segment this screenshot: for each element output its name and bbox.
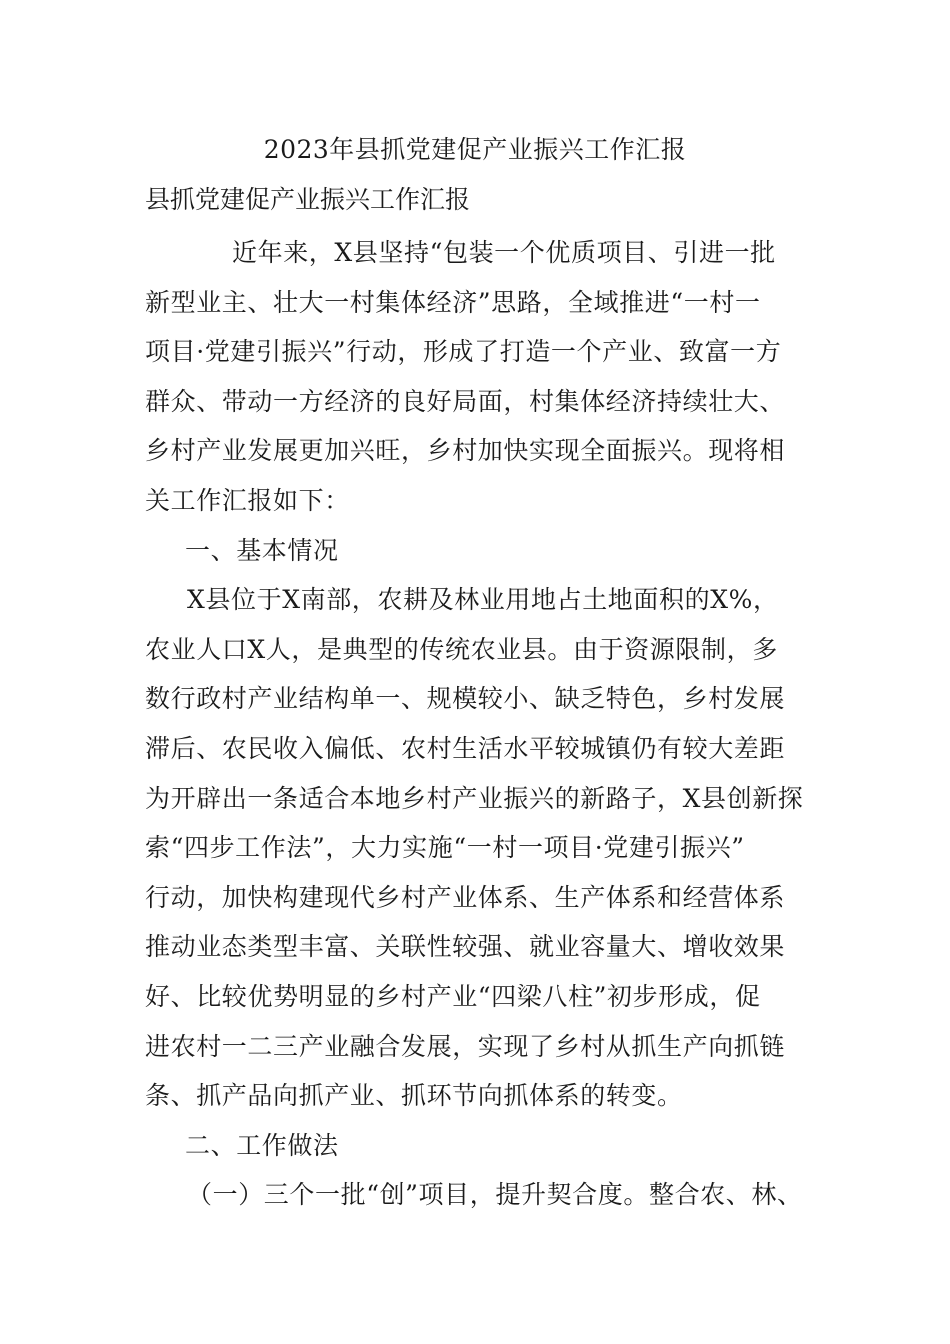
body-line: 近年来，X县坚持“包装一个优质项目、引进一批	[232, 238, 776, 267]
body-line: 推动业态类型丰富、关联性较强、就业容量大、增收效果	[145, 932, 786, 961]
body-line: 好、比较优势明显的乡村产业“四梁八柱”初步形成，促	[145, 982, 761, 1011]
body-line: X县位于X南部，农耕及林业用地占土地面积的X%，	[187, 585, 779, 614]
body-line: （一）三个一批“创”项目，提升契合度。整合农、林、	[187, 1180, 803, 1209]
body-line: 项目·党建引振兴”行动，形成了打造一个产业、致富一方	[145, 337, 782, 366]
body-line: 为开辟出一条适合本地乡村产业振兴的新路子，X县创新探	[145, 784, 804, 813]
body-line: 关工作汇报如下：	[145, 486, 350, 515]
body-line: 农业人口X人，是典型的传统农业县。由于资源限制，多	[145, 635, 778, 664]
body-line: 乡村产业发展更加兴旺，乡村加快实现全面振兴。现将相	[145, 436, 786, 465]
body-line: 行动，加快构建现代乡村产业体系、生产体系和经营体系	[145, 883, 786, 912]
document-title: 2023年县抓党建促产业振兴工作汇报	[263, 135, 687, 164]
body-line: 索“四步工作法”，大力实施“一村一项目·党建引振兴”	[145, 833, 745, 862]
body-line: 新型业主、壮大一村集体经济”思路，全域推进“一村一	[145, 288, 761, 317]
body-line: 一、基本情况	[185, 536, 339, 565]
body-line: 二、工作做法	[185, 1131, 339, 1160]
document-subtitle: 县抓党建促产业振兴工作汇报	[145, 185, 471, 214]
body-line: 条、抓产品向抓产业、抓环节向抓体系的转变。	[145, 1081, 683, 1110]
body-line: 群众、带动一方经济的良好局面，村集体经济持续壮大、	[145, 387, 786, 416]
body-line: 数行政村产业结构单一、规模较小、缺乏特色，乡村发展	[145, 684, 786, 713]
body-line: 进农村一二三产业融合发展，实现了乡村从抓生产向抓链	[145, 1032, 786, 1061]
body-line: 滞后、农民收入偏低、农村生活水平较城镇仍有较大差距	[145, 734, 786, 763]
